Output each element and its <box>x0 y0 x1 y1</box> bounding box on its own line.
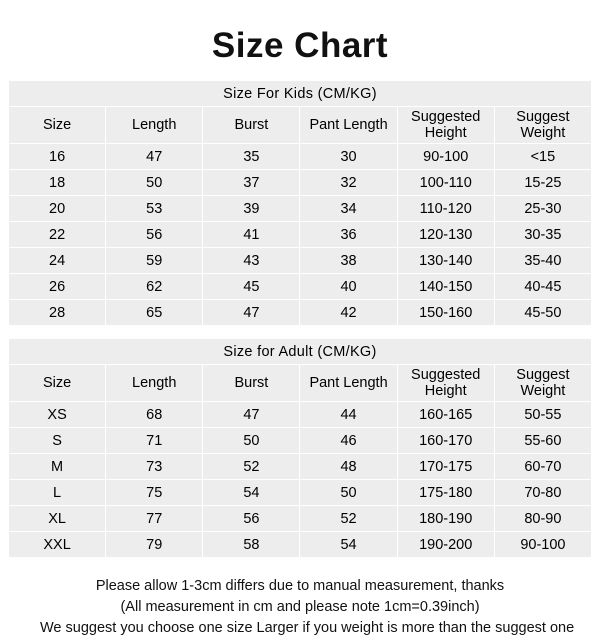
cell: XL <box>9 506 106 532</box>
note-line: We suggest you choose one size Larger if you weight is more than the suggest one <box>40 620 575 636</box>
cell: 45 <box>203 274 300 300</box>
cell: 35-40 <box>494 248 591 274</box>
table-row <box>9 274 592 300</box>
cell: 43 <box>203 248 300 274</box>
cell: 68 <box>106 402 203 428</box>
cell: 30-35 <box>494 222 591 248</box>
kids-section-header-row <box>9 81 592 107</box>
cell: 47 <box>106 144 203 170</box>
cell: 77 <box>106 506 203 532</box>
cell: L <box>9 480 106 506</box>
table-row <box>9 196 592 222</box>
note-line: Please allow 1-3cm differs due to manual measurement, thanks <box>95 578 505 594</box>
cell: 22 <box>9 222 106 248</box>
table-row <box>9 170 592 196</box>
adult-col-burst: Burst <box>203 365 300 402</box>
cell: 38 <box>300 248 397 274</box>
table-row <box>9 506 592 532</box>
kids-size-table <box>8 80 592 326</box>
note-line: (All measurement in cm and please note 1cm=0.39inch) <box>120 599 480 615</box>
cell: 25-30 <box>494 196 591 222</box>
cell: 100-110 <box>397 170 494 196</box>
table-row <box>9 248 592 274</box>
cell: 28 <box>9 300 106 326</box>
adult-col-suggested-height: Suggested Height <box>397 365 494 402</box>
cell: 120-130 <box>397 222 494 248</box>
cell: 80-90 <box>494 506 591 532</box>
cell: 24 <box>9 248 106 274</box>
cell: 54 <box>203 480 300 506</box>
cell: 175-180 <box>397 480 494 506</box>
cell: 26 <box>9 274 106 300</box>
adult-col-pant-length: Pant Length <box>300 365 397 402</box>
cell: 35 <box>203 144 300 170</box>
adult-col-suggest-weight: Suggest Weight <box>494 365 591 402</box>
kids-table-body <box>9 81 592 326</box>
adult-col-size: Size <box>9 365 106 402</box>
cell: 56 <box>203 506 300 532</box>
cell: 75 <box>106 480 203 506</box>
kids-col-suggest-weight: Suggest Weight <box>494 107 591 144</box>
cell: 52 <box>300 506 397 532</box>
cell: 50 <box>300 480 397 506</box>
cell: 46 <box>300 428 397 454</box>
table-row <box>9 454 592 480</box>
cell: XXL <box>9 532 106 558</box>
cell: 42 <box>300 300 397 326</box>
cell: 36 <box>300 222 397 248</box>
cell: 58 <box>203 532 300 558</box>
cell: 59 <box>106 248 203 274</box>
adult-size-table <box>8 338 592 558</box>
cell: 50-55 <box>494 402 591 428</box>
table-row <box>9 144 592 170</box>
cell: 40-45 <box>494 274 591 300</box>
cell: 50 <box>203 428 300 454</box>
cell: 45-50 <box>494 300 591 326</box>
cell: 44 <box>300 402 397 428</box>
table-row <box>9 480 592 506</box>
cell: 160-170 <box>397 428 494 454</box>
cell: 53 <box>106 196 203 222</box>
cell: 90-100 <box>397 144 494 170</box>
cell: 30 <box>300 144 397 170</box>
cell: 20 <box>9 196 106 222</box>
cell: <15 <box>494 144 591 170</box>
cell: 70-80 <box>494 480 591 506</box>
cell: 140-150 <box>397 274 494 300</box>
cell: 73 <box>106 454 203 480</box>
page-title: Size Chart <box>211 26 389 65</box>
kids-section-header: Size For Kids (CM/KG) <box>9 81 592 107</box>
cell: XS <box>9 402 106 428</box>
cell: 190-200 <box>397 532 494 558</box>
table-row <box>9 532 592 558</box>
cell: 50 <box>106 170 203 196</box>
adult-section-header-row <box>9 339 592 365</box>
cell: 16 <box>9 144 106 170</box>
cell: 47 <box>203 402 300 428</box>
cell: 56 <box>106 222 203 248</box>
kids-col-pant-length: Pant Length <box>300 107 397 144</box>
cell: 60-70 <box>494 454 591 480</box>
cell: 15-25 <box>494 170 591 196</box>
kids-col-size: Size <box>9 107 106 144</box>
cell: 48 <box>300 454 397 480</box>
kids-col-burst: Burst <box>203 107 300 144</box>
kids-col-suggested-height: Suggested Height <box>397 107 494 144</box>
cell: 41 <box>203 222 300 248</box>
cell: 62 <box>106 274 203 300</box>
cell: 18 <box>9 170 106 196</box>
cell: 55-60 <box>494 428 591 454</box>
cell: 47 <box>203 300 300 326</box>
cell: 90-100 <box>494 532 591 558</box>
cell: 52 <box>203 454 300 480</box>
cell: 37 <box>203 170 300 196</box>
cell: S <box>9 428 106 454</box>
cell: 34 <box>300 196 397 222</box>
table-row <box>9 402 592 428</box>
cell: 39 <box>203 196 300 222</box>
cell: 65 <box>106 300 203 326</box>
cell: 180-190 <box>397 506 494 532</box>
table-row <box>9 428 592 454</box>
cell: 150-160 <box>397 300 494 326</box>
table-row <box>9 300 592 326</box>
adult-col-length: Length <box>106 365 203 402</box>
adult-section-header: Size for Adult (CM/KG) <box>9 339 592 365</box>
cell: 32 <box>300 170 397 196</box>
cell: M <box>9 454 106 480</box>
measurement-notes <box>40 558 575 639</box>
cell: 79 <box>106 532 203 558</box>
cell: 130-140 <box>397 248 494 274</box>
cell: 40 <box>300 274 397 300</box>
kids-col-length: Length <box>106 107 203 144</box>
table-row <box>9 222 592 248</box>
adult-table-body <box>9 339 592 558</box>
cell: 110-120 <box>397 196 494 222</box>
cell: 71 <box>106 428 203 454</box>
adult-column-header-row <box>9 365 592 402</box>
table-spacer <box>8 326 592 338</box>
cell: 170-175 <box>397 454 494 480</box>
kids-column-header-row <box>9 107 592 144</box>
cell: 54 <box>300 532 397 558</box>
cell: 160-165 <box>397 402 494 428</box>
